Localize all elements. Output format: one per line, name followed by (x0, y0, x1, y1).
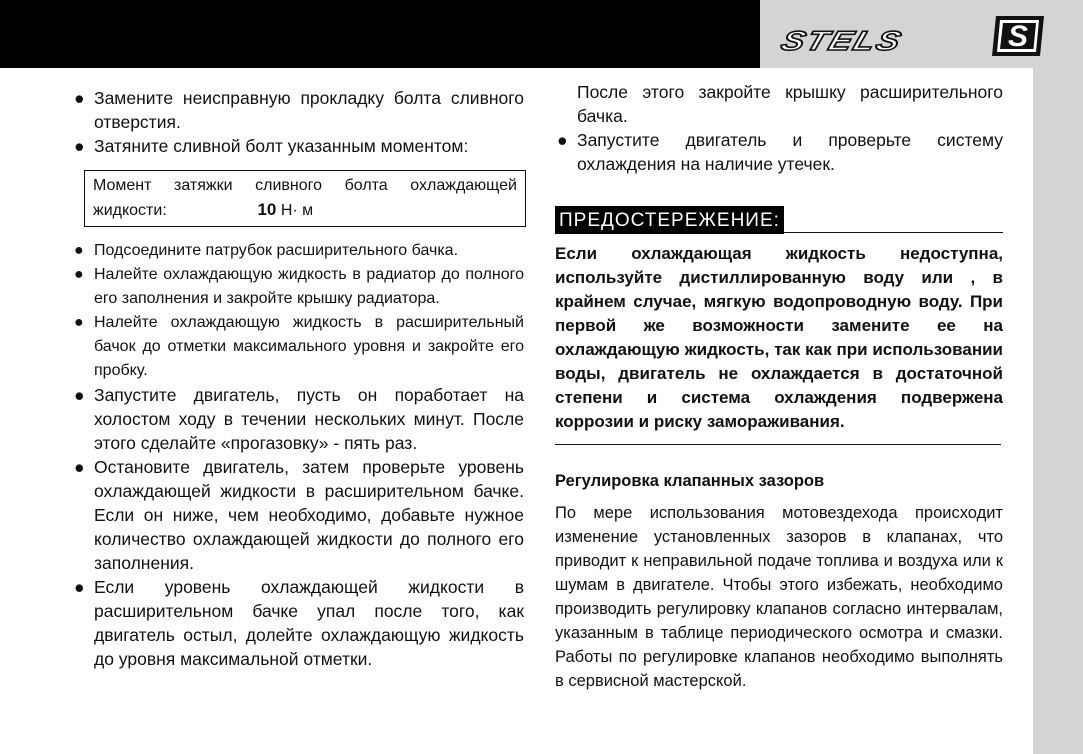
torque-spec-line: Момент затяжки сливного болта охлаждающей (93, 177, 517, 194)
warning-rule (784, 232, 1003, 233)
section-body: По мере использования мотовездехода происходит изменение установленных зазоров в клапанах, что приводит к неправильной подаче топлива и воздуха или к шумам в двигателе. Чтобы этого избежать, необходимо производить регулировку клапанов согласно интервалам, указанным в таблице периодического осмотра и смазки. Работы по регулировке клапанов необходимо выполнять в сервисной мастерской. (555, 504, 1003, 690)
right-column (555, 80, 1003, 693)
brand-badge-icon (988, 12, 1048, 60)
torque-value: 10 (257, 200, 277, 219)
list-item (72, 134, 524, 158)
bullet-icon: ● (74, 136, 85, 156)
warning-label: ПРЕДОСТЕРЕЖЕНИЕ: (555, 206, 784, 234)
list-item (555, 80, 1003, 128)
list-item (72, 239, 524, 263)
list-item-text: Остановите двигатель, затем проверьте уровень охлаждающей жидкости в расширительном бачке. Если он ниже, чем необходимо, добавьте нужное количество охлаждающей жидкости до полного его заполнения. (94, 457, 524, 573)
bullet-icon: ● (74, 385, 85, 405)
left-column (72, 86, 524, 671)
torque-unit: Н· м (280, 202, 314, 219)
warning-text: Если охлаждающая жидкость недоступна, используйте дистиллированную воду или , в крайнем случае, мягкую водопроводную воду. При первой же возможности замените ее на охлаждающую жидкость, так как при использовании воды, двигатель не охлаждается в достаточной степени и система охлаждения подвержена коррозии и риску замораживания. (555, 244, 1003, 431)
section-title: Регулировка клапанных зазоров (555, 472, 825, 490)
list-item (72, 263, 524, 311)
list-item-text: После этого закройте крышку расширительного бачка. (577, 82, 1003, 126)
bullet-icon: ● (557, 130, 568, 150)
list-item-text: Замените неисправную прокладку болта сливного отверстия. (94, 88, 524, 132)
bullet-icon: ● (74, 242, 84, 259)
bullet-icon: ● (74, 577, 85, 597)
list-item (72, 455, 524, 575)
bullet-icon: ● (74, 266, 84, 283)
list-item (72, 575, 524, 671)
list-item-text: Запустите двигатель, пусть он поработает на холостом ходу в течении нескольких минут. После этого сделайте «прогазовку» - пять раз. (94, 385, 524, 453)
list-item-text: Запустите двигатель и проверьте систему охлаждения на наличие утечек. (577, 130, 1003, 174)
list-item-text: Налейте охлаждающую жидкость в радиатор до полного его заполнения и закройте крышку радиатора. (94, 266, 524, 307)
list-item-text: Затяните сливной болт указанным моментом: (94, 136, 469, 156)
side-strip (1033, 68, 1083, 754)
torque-label: жидкости: (93, 202, 167, 219)
list-item (72, 86, 524, 134)
list-item-text: Если уровень охлаждающей жидкости в расширительном бачке упал после того, как двигатель остыл, долейте охлаждающую жидкость до уровня максимальной отметки. (94, 577, 524, 669)
list-item-text: Подсоедините патрубок расширительного бачка. (94, 242, 459, 259)
list-item (72, 311, 524, 383)
header-bar (0, 0, 760, 68)
bullet-icon: ● (74, 457, 85, 477)
brand-logo: STELS (777, 25, 907, 57)
torque-spec-value-line (93, 198, 517, 223)
list-item-text: Налейте охлаждающую жидкость в расширительный бачок до отметки максимального уровня и закройте его пробку. (94, 314, 524, 379)
list-item (72, 383, 524, 455)
bullet-icon: ● (74, 88, 85, 108)
warning-heading (555, 206, 1003, 234)
bullet-icon: ● (74, 314, 84, 331)
brand-logo-area (760, 0, 1083, 68)
svg-text:S: S (1007, 20, 1029, 53)
list-item (555, 128, 1003, 176)
warning-end-rule (555, 444, 1001, 445)
torque-spec-box (84, 170, 526, 227)
